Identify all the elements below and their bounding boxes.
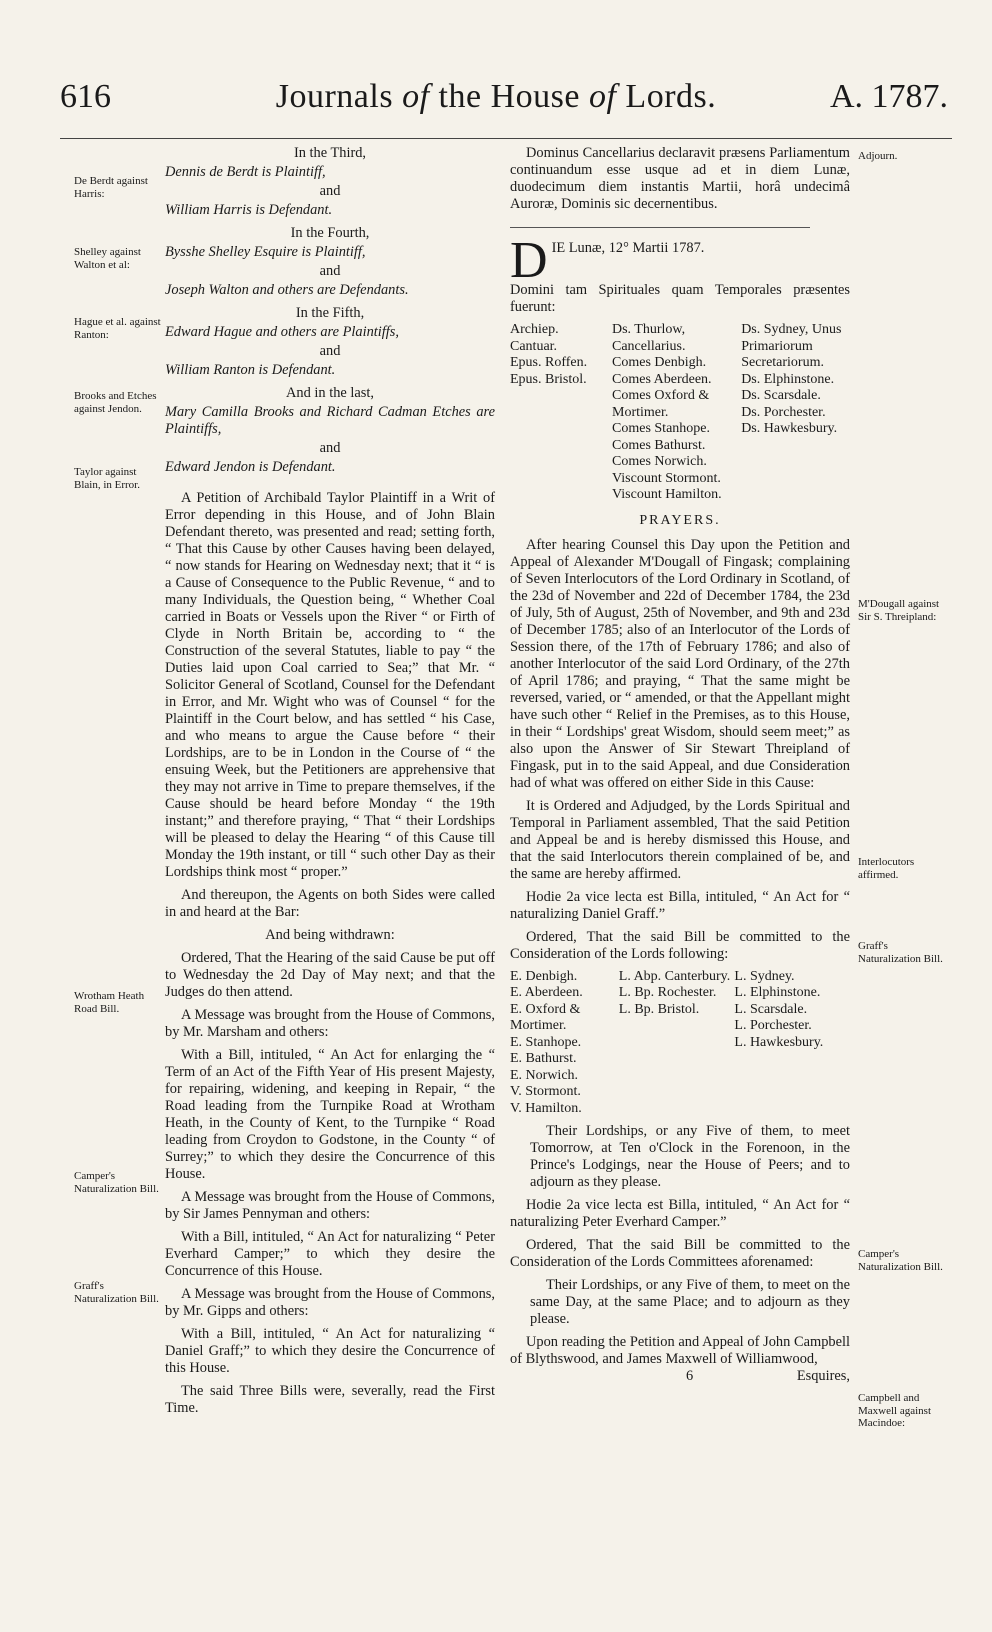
- year: A. 1787.: [829, 78, 948, 115]
- lord: Ds. Porchester.: [741, 404, 826, 420]
- lord: Ds. Hawkesbury.: [741, 421, 838, 436]
- date-heading: [510, 232, 850, 289]
- paragraph: Ordered, That the said Bill be committed to the Consideration of the Lords following:: [510, 928, 850, 962]
- paragraph: With a Bill, intituled, “ An Act for enlarging the “ Term of an Act of the Fifth Year of His present Majesty, for repairing, widening, and keeping in Repair, “ the Road leading from the Turnpike Road at Wrotham Heath, in the County of Kent, to the Turnpike “ Road leading from Croydon to Godstone, in the County “ of Surrey;” to which they desire the Concurrence of this House.: [165, 1047, 495, 1182]
- conjunction: and: [319, 263, 341, 279]
- party: Joseph Walton and others are Defendants.: [165, 282, 409, 298]
- lord: Ds. Sydney, Unus Primariorum Secretariorum.: [741, 322, 842, 370]
- paragraph: A Message was brought from the House of Commons, by Sir James Pennyman and others:: [165, 1189, 495, 1222]
- lord: L. Elphinstone.: [734, 985, 821, 1000]
- paragraph: The said Three Bills were, severally, read the First Time.: [165, 1383, 495, 1416]
- margin-note: M'Dougall against Sir S. Threipland:: [858, 598, 940, 623]
- paragraph: Upon reading the Petition and Appeal of John Campbell of Blythswood, and James Maxwell of Williamwood,: [510, 1334, 850, 1367]
- lord: Viscount Stormont.: [612, 470, 721, 486]
- lord: E. Norwich.: [510, 1067, 579, 1083]
- lord: E. Stanhope.: [510, 1034, 582, 1050]
- present-line: Domini tam Spirituales quam Temporales præsentes fuerunt:: [510, 282, 850, 315]
- title-part: of: [588, 78, 617, 115]
- paragraph: With a Bill, intituled, “ An Act for naturalizing “ Peter Everhard Camper;” to which they desire the Concurrence of this House.: [165, 1229, 495, 1279]
- lord: Comes Bathurst.: [612, 437, 706, 453]
- paragraph: And thereupon, the Agents on both Sides were called in and heard at the Bar:: [165, 887, 495, 920]
- date-heading-text: IE Lunæ, 12° Martii 1787.: [551, 240, 705, 256]
- party: Dennis de Berdt is Plaintiff,: [165, 164, 326, 180]
- section-head: In the Fifth,: [295, 305, 365, 321]
- margin-note: Camper's Naturalization Bill.: [858, 1248, 943, 1273]
- party: Edward Hague and others are Plaintiffs,: [165, 324, 399, 340]
- committee-col: [734, 969, 850, 1118]
- lord: L. Sydney.: [734, 968, 795, 984]
- lord: Viscount Hamilton.: [612, 487, 722, 502]
- lord: Epus. Roffen.: [510, 355, 588, 370]
- margin-note: Adjourn.: [858, 150, 898, 162]
- paragraph: It is Ordered and Adjudged, by the Lords Spiritual and Temporal in Parliament assembled, That the said Petition and Appeal be and is hereby dismissed this House, and that the said Interlocutors therein complained of be, and the same are hereby affirmed.: [510, 797, 850, 882]
- paragraph: Ordered, That the said Bill be committed to the Consideration of the Lords Committees aforenamed:: [510, 1237, 850, 1270]
- margin-note: Taylor against Blain, in Error.: [74, 466, 140, 491]
- lords-col: [510, 322, 612, 504]
- committee-col: [619, 969, 735, 1118]
- header-rule: [60, 138, 952, 139]
- conjunction: and: [319, 343, 341, 359]
- section-head: In the Third,: [293, 145, 367, 161]
- lords-col: [741, 322, 850, 504]
- lord: Comes Norwich.: [612, 454, 707, 469]
- margin-note: Interlocutors affirmed.: [858, 856, 915, 881]
- paragraph: And being withdrawn:: [265, 927, 395, 943]
- catchword: Esquires,: [796, 1368, 850, 1384]
- margin-note: Graff's Naturalization Bill.: [858, 940, 943, 965]
- party: Bysshe Shelley Esquire is Plaintiff,: [165, 244, 366, 260]
- party: Edward Jendon is Defendant.: [165, 459, 336, 475]
- paragraph: Hodie 2a vice lecta est Billa, intituled, “ An Act for “ naturalizing Peter Everhard Camper.”: [510, 1197, 850, 1230]
- margin-note: Camper's Naturalization Bill.: [74, 1170, 159, 1195]
- party: William Harris is Defendant.: [165, 202, 333, 218]
- lord: L. Bp. Rochester.: [618, 985, 717, 1000]
- title-part: Journals: [275, 78, 403, 115]
- section-head: And in the last,: [286, 385, 374, 401]
- title-part: Lords.: [616, 78, 717, 115]
- page-header: [0, 78, 992, 138]
- lord: L. Abp. Canterbury.: [618, 968, 731, 984]
- lord: L. Bp. Bristol.: [618, 1001, 700, 1017]
- title-part: [580, 78, 589, 115]
- title-part: the: [429, 78, 491, 115]
- lord: Comes Stanhope.: [612, 421, 710, 436]
- paragraph: After hearing Counsel this Day upon the Petition and Appeal of Alexander M'Dougall of Fingask; complaining of Seven Interlocutors of the Lord Ordinary in Scotland, of the 23d of November and 22d of December 1784, the 23d of July, 5th of August, 25th of November, and 9th and 23d of December 1785; also of an Interlocutor of the Lords of Session there, of the 17th of February 1786; and also of another Interlocutor of the said Lord Ordinary, of the 27th of April 1786; and praying, “ That the same might be reversed, varied, or “ amended, or that the Appellant might have such other “ Relief in the Premises, as to this House, in their “ Lordships' great Wisdom, should seem meet;” as also upon the Answer of Sir Stewart Threipland of Fingask, put in to the said Appeal, and due Consideration had of what was offered on either Side in this Cause:: [510, 536, 850, 791]
- lord: E. Denbigh.: [510, 968, 578, 984]
- lord: L. Scarsdale.: [734, 1001, 808, 1017]
- lord: V. Hamilton.: [510, 1100, 582, 1116]
- margin-note: Wrotham Heath Road Bill.: [74, 990, 145, 1015]
- page-number: 616: [60, 78, 111, 115]
- lords-present-table: [510, 322, 850, 504]
- paragraph: A Message was brought from the House of Commons, by Mr. Marsham and others:: [165, 1007, 495, 1040]
- paragraph: Hodie 2a vice lecta est Billa, intituled, “ An Act for “ naturalizing Daniel Graff.”: [510, 888, 850, 922]
- right-column: [510, 145, 850, 1386]
- committee-table: [510, 969, 850, 1118]
- party: Mary Camilla Brooks and Richard Cadman Etches are Plaintiffs,: [165, 404, 495, 437]
- lord: Epus. Bristol.: [510, 371, 587, 387]
- margin-note: Brooks and Etches against Jendon.: [74, 390, 157, 415]
- prayers-heading: PRAYERS.: [639, 512, 721, 528]
- drop-cap: D: [510, 232, 548, 289]
- lord: Archiep. Cantuar.: [510, 322, 559, 354]
- lord: Ds. Thurlow, Cancellarius.: [612, 322, 686, 354]
- paragraph: With a Bill, intituled, “ An Act for naturalizing “ Daniel Graff;” to which they desire the Concurrence of this House.: [165, 1326, 495, 1376]
- lords-col: [612, 322, 741, 504]
- lord: L. Porchester.: [734, 1018, 812, 1033]
- lord: E. Bathurst.: [510, 1051, 577, 1066]
- lord: Comes Denbigh.: [612, 355, 707, 370]
- lord: E. Aberdeen.: [510, 985, 583, 1000]
- lord: Comes Aberdeen.: [612, 371, 712, 387]
- lord: Comes Oxford & Mortimer.: [612, 388, 710, 420]
- paragraph: Their Lordships, or any Five of them, to meet Tomorrow, at Ten o'Clock in the Forenoon, in the Prince's Lodgings, near the House of Peers; and to adjourn as they please.: [530, 1123, 850, 1190]
- section-rule: [510, 227, 810, 228]
- paragraph: A Petition of Archibald Taylor Plaintiff in a Writ of Error depending in this House, and of John Blain Defendant thereto, was presented and read; setting forth, “ That this Cause by other Causes having been delayed, “ now stands for Hearing on Wednesday next; that it “ is a Cause of Consequence to the Public Revenue, “ and to many Individuals, the Question being, “ Whether Coal carried in Boats or Vessels upon the River “ or Firth of Clyde in North Britain be, according to “ the Construction of the several Statutes, liable to pay “ the Duties laid upon Coal carried to Sea;” that Mr. “ Solicitor General of Scotland, Counsel for the Defendant in Error, and Mr. Wight who was of Counsel “ for the Plaintiff in the Court below, and has settled “ his Case, and who means to argue the Cause before “ their Lordships, are to be in London in the Course of “ the ensuing Week, but the Petitioners are apprehensive that they may not arrive in Time to prepare themselves, if the Cause should be heard before Monday “ the 19th instant;” and therefore praying, “ That “ their Lordships will be pleased to delay the Hearing “ of this Cause till Monday the 19th instant, or till “ such other Day as their Lordships think most “ proper.”: [165, 490, 495, 880]
- conjunction: and: [319, 183, 341, 199]
- paragraph: Ordered, That the Hearing of the said Cause be put off to Wednesday the 2d Day of May next; and that the Judges do then attend.: [165, 950, 495, 1000]
- lord: L. Hawkesbury.: [734, 1034, 824, 1050]
- paragraph: A Message was brought from the House of Commons, by Mr. Gipps and others:: [165, 1286, 495, 1319]
- margin-note: Hague et al. against Ranton:: [74, 316, 161, 341]
- lord: V. Stormont.: [510, 1084, 581, 1099]
- lord: Ds. Elphinstone.: [741, 371, 835, 387]
- margin-note: Graff's Naturalization Bill.: [74, 1280, 159, 1305]
- left-column: [165, 145, 495, 1423]
- section-head: In the Fourth,: [290, 225, 370, 241]
- title-part: of: [402, 78, 430, 115]
- title-part: House: [490, 78, 580, 115]
- lord: Ds. Scarsdale.: [741, 388, 821, 403]
- committee-col: [510, 969, 619, 1118]
- margin-note: De Berdt against Harris:: [74, 175, 148, 200]
- paragraph: Their Lordships, or any Five of them, to meet on the same Day, at the same Place; and to adjourn as they please.: [530, 1277, 850, 1327]
- adjournment: Dominus Cancellarius declaravit præsens Parliamentum continuandum esse usque ad et in diem Lunæ, duodecimum diem instantis Martii, horâ undecimâ Auroræ, Dominis sic decernentibus.: [510, 145, 850, 212]
- party: William Ranton is Defendant.: [165, 362, 336, 378]
- margin-note: Campbell and Maxwell against Macindoe:: [858, 1392, 932, 1429]
- margin-note: Shelley against Walton et al:: [74, 246, 141, 271]
- signature-mark: 6: [686, 1368, 694, 1384]
- conjunction: and: [319, 440, 341, 456]
- lord: E. Oxford & Mortimer.: [510, 1001, 581, 1033]
- page-footer: [510, 1368, 850, 1386]
